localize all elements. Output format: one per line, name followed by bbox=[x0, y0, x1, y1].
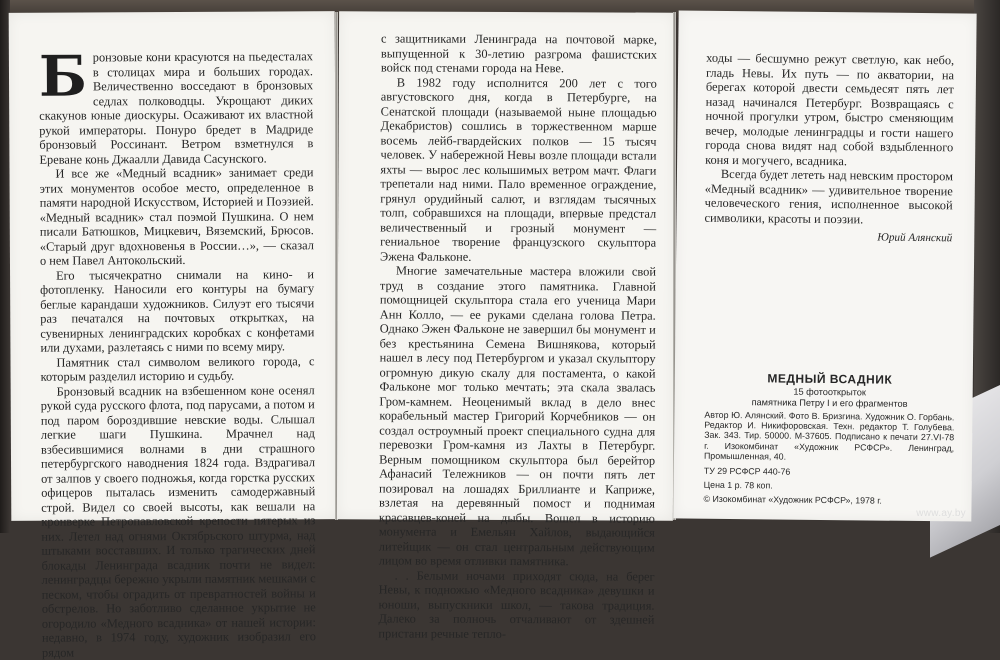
colophon-code: ТУ 29 РСФСР 440-76 bbox=[703, 465, 791, 477]
paragraph: . . Белыми ночами приходят сюда, на берег Невы, к подножью «Медного всадника» девушки и юноши, выпускники школ, — такова традиция. Далеко за полночь отчаливают от здешней пристани речные тепло- bbox=[378, 568, 655, 641]
colophon-publisher: © Изокомбинат «Художник РСФСР», 1978 г. bbox=[703, 494, 882, 506]
paragraph: Бронзовый всадник на взбешенном коне осенял рукой суда русского флота, под парусами, а потом и под паром бороздившие невские воды. Слышал легкие шаги Пушкина. Мрачнел над взбесившимися волнами в дни страшного петербургского наводнения 1824 года. Вздрагивал от залпов у своего подножья, когда горстка русских офицеров пыталась изменить самодержавный строй. Видел со своей высоты, как вешали на кронверке Петропавловской крепости пятерых из них. Летел над огнями Октябрьского штурма, над штыками восставших. И только трагических дней блокады Ленинграда всадник почти не видел: ленинградцы бережно укрыли памятник мешками с песком, чтобы оградить от превратностей войны и обстрелов. Но заботливо сделанное укрытие не огородило «Медного всадника» от нашей истории: недавно, в 1974 году, художник изобразил его рядом bbox=[40, 382, 316, 660]
colophon bbox=[703, 371, 954, 507]
colophon-title: МЕДНЫЙ ВСАДНИК bbox=[767, 371, 893, 387]
paragraph: Памятник стал символом великого города, с которым разделил историю и судьбу. bbox=[40, 353, 315, 384]
drop-cap: Б bbox=[38, 43, 88, 110]
colophon-credits: Автор Ю. Алянский. Фото В. Бризгина. Художник О. Горбань. Редактор И. Никифоровская. Техн. редактор Т. Голубева. Зак. 343. Тир. 50000. М-37605. Подписано к печати 27.VI-78 г. Изокомбинат «Художник РСФСР». Ленинград, Промышленная, 40. bbox=[703, 409, 955, 462]
paragraph: с защитниками Ленинграда на почтовой марке, выпущенной к 30-летию разгрома фашистских войск под стенами города на Неве. bbox=[380, 31, 658, 76]
author-signature: Юрий Алянский bbox=[877, 231, 953, 245]
booklet-panel-middle bbox=[337, 11, 675, 641]
paragraph: И все же «Медный всадник» занимает среди этих монументов особое место, определенное в памяти народной Искусством, Историей и Поэзией. «Медный всадник» стал поэмой Пушкина. О нем писали Батюшков, Мицкевич, Вяземский, Брюсов. «Старый друг вдохновенья в России…», — сказал о нем Павел Антокольский. bbox=[39, 165, 314, 268]
paragraph: В 1982 году исполнится 200 лет с того августовского дня, когда в Петербурге, на Сенатской площади (называемой ныне площадью Декабристов) сошлись в торжественном марше восемь лейб-гвардейских полков — 15 тысяч человек. У набережной Невы возле площади встали яхты — вырос лес колышимых ветром мачт. Флаги трепетали над ними. Пало временное ограждение, грянул орудийный салют, и взглядам тысячных толп, собравшихся на площади, впервые предстал величественный и грозный монумент — гениальное творение французского скульптора Эжена Фальконе. bbox=[380, 75, 657, 264]
paragraph: ронзовые кони красуются на пьедесталах в столицах мира и больших городах. Величественно восседают в бронзовых седлах полководцы. Укрощают диких скакунов юные диоскуры. Осаживают их властной рукой императоры. Понуро бредет в Мадриде бронзовый Россинант. Ветром взметнулся в Ереване конь Джаалли Давида Сасунского. bbox=[39, 49, 314, 167]
colophon-price: Цена 1 р. 78 коп. bbox=[703, 479, 773, 491]
colophon-subtitle: 15 фотооткрыток bbox=[793, 386, 867, 397]
paragraph: ходы — бесшумно режут светлую, как небо, гладь Невы. Их путь — по акватории, на берегах которой двести семьдесят пять лет назад начинался Петербург. Возвращаясь с ночной прогулки утром, быстро сменяющим вечер, молодые ленинградцы и гости нашего города снова видят над собой вздыбленного коня и могучего, всадника. bbox=[705, 50, 955, 168]
colophon-subtitle: памятника Петру I и его фрагментов bbox=[751, 396, 908, 409]
paragraph: Его тысячекратно снимали на кино- и фотопленку. Наносили его контуры на бумагу беглые карандаши художников. Силуэт его тысячи раз печатался на почтовых открытках, на сувенирных ленинградских коробках с конфетами или духами, разлетаясь с ними по всему миру. bbox=[40, 266, 315, 355]
paragraph: Многие замечательные мастера вложили свой труд в создание этого памятника. Главной помощницей скульптора стала его ученица Мари Анн Колло, — ее руками сделана голова Петра. Однако Эжен Фальконе не завершил бы монумент и без крестьянина Семена Вишнякова, который нашел в лесу под Петербургом и указал скульптору огромную дикую скалу для постамента, о какой Фальконе мог только мечтать; эта скала звалась Гром-камнем. Неоценимый вклад в дело внес корабельный мастер Григорий Корчебников — он создал остроумный проект специального судна для перевозки Гром-камня из Лахты в Петербург. Верным помощником скульптора был берейтор Афанасий Тележников — он почти пять лет позировал на лошадях Бриллианте и Каприже, взлетая на деревянный помост и поднимая красавцев-коней на дыбы. Вошел в историю монумента и Емельян Хайлов, выдающийся литейщик — он стал центральным действующим лицом во время отливки памятника. bbox=[378, 263, 657, 569]
paragraph: Всегда будет лететь над невским простором «Медный всадник» — удивительное творение человеческого гения, исполненное высокой символики, красоты и поэзии. bbox=[704, 166, 954, 226]
watermark-text: www.ay.by bbox=[916, 508, 966, 519]
booklet-panel-left bbox=[9, 11, 338, 660]
booklet-panel-right bbox=[673, 10, 976, 521]
